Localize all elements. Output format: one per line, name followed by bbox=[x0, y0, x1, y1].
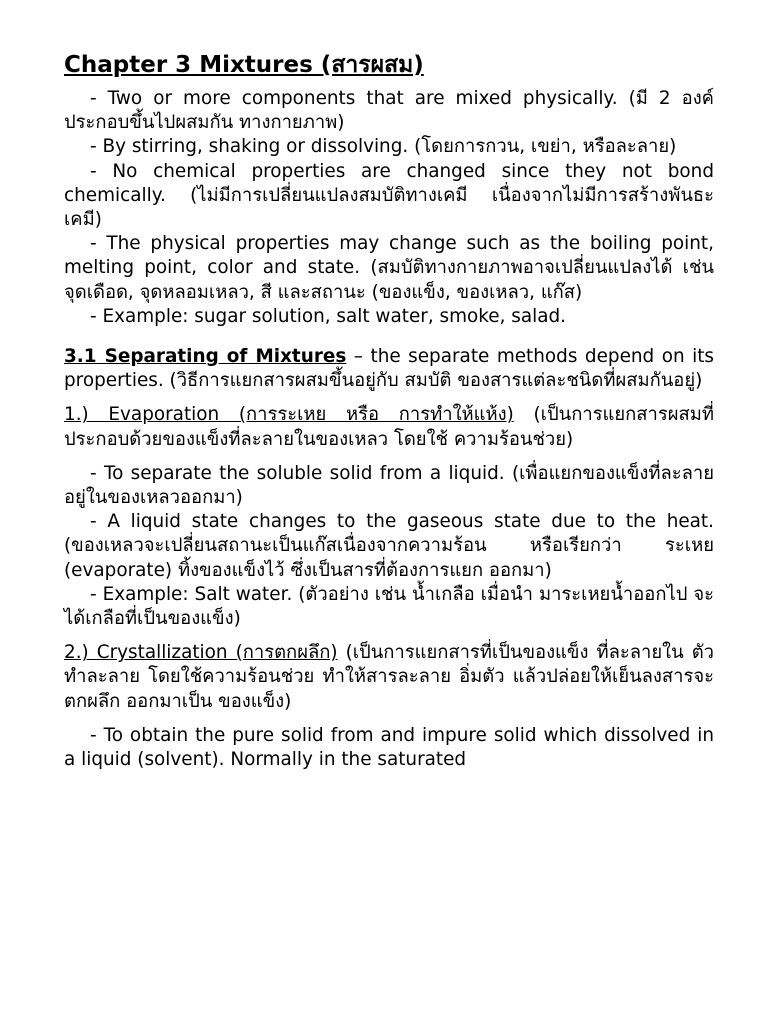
evaporation-heading: 1.) Evaporation (การระเหย หรือ การทำให้แห้ง) bbox=[64, 404, 514, 426]
intro-bullet: - Example: sugar solution, salt water, smoke, salad. bbox=[90, 305, 567, 327]
intro-bullet: - No chemical properties are changed since they not bond chemically. (ไม่มีการเปลี่ยนแปลงสมบัติทางเคมี เนื่องจากไม่มีการสร้างพันธะเคมี) bbox=[64, 160, 714, 231]
crystallization-heading: 2.) Crystallization (การตกผลึก) bbox=[64, 642, 338, 664]
evaporation-text: (เป็นการแยกสารผสมที่ ประกอบด้วยของแข็งที่ละลายในของเหลว โดยใช้ ความร้อนช่วย) bbox=[64, 404, 714, 450]
chapter-title: Chapter 3 Mixtures (สารผสม) bbox=[64, 52, 424, 78]
intro-bullet: - By stirring, shaking or dissolving. (โดยการกวน, เขย่า, หรือละลาย) bbox=[90, 136, 677, 158]
section-3-1-heading: 3.1 Separating of Mixtures bbox=[64, 346, 347, 368]
evaporation-bullet: - To separate the soluble solid from a liquid. (เพื่อแยกของแข็งที่ละลายอยู่ในของเหลวออกมา) bbox=[64, 462, 714, 509]
intro-bullet: - Two or more components that are mixed physically. (มี 2 องค์ประกอบขึ้นไปผสมกัน ทางกายภาพ) bbox=[64, 88, 714, 134]
intro-bullet: - The physical properties may change such as the boiling point, melting point, color and state. (สมบัติทางกายภาพอาจเปลี่ยนแปลงได้ เช่น จุดเดือด, จุดหลอมเหลว, สี และสถานะ (ของแข็ง, ของเหลว, แก๊ส) bbox=[64, 233, 714, 303]
crystallization-paragraph bbox=[64, 641, 714, 714]
crystallization-text: (เป็นการแยกสารที่เป็นของแข็ง ที่ละลายใน ตัวทำละลาย โดยใช้ความร้อนช่วย ทำให้สารละลาย อิ่มตัว แล้วปล่อยให้เย็นลงสารจะตกผลึก ออกมาเป็น ของแข็ง) bbox=[64, 642, 714, 712]
evaporation-paragraph bbox=[64, 403, 714, 451]
section-3-1-text: – the separate methods depend on its properties. (วิธีการแยกสารผสมขึ้นอยู่กับ สมบัติ ของสารแต่ละชนิดที่ผสมกันอยู่) bbox=[64, 346, 714, 392]
document-page bbox=[64, 50, 714, 772]
crystallization-bullet: - To obtain the pure solid from and impure solid which dissolved in a liquid (solvent). Normally in the saturated bbox=[64, 724, 714, 771]
section-3-1-paragraph bbox=[64, 345, 714, 393]
evaporation-bullet: - A liquid state changes to the gaseous state due to the heat. (ของเหลวจะเปลี่ยนสถานะเป็นแก๊สเนื่องจากความร้อน หรือเรียกว่า ระเหย (evaporate) ทิ้งของแข็งไว้ ซึ่งเป็นสารที่ต้องการแยก ออกมา) bbox=[64, 511, 714, 581]
evaporation-bullet: - Example: Salt water. (ตัวอย่าง เช่น น้ำเกลือ เมื่อนำ มาระเหยน้ำออกไป จะได้เกลือที่เป็นของแข็ง) bbox=[64, 583, 714, 630]
